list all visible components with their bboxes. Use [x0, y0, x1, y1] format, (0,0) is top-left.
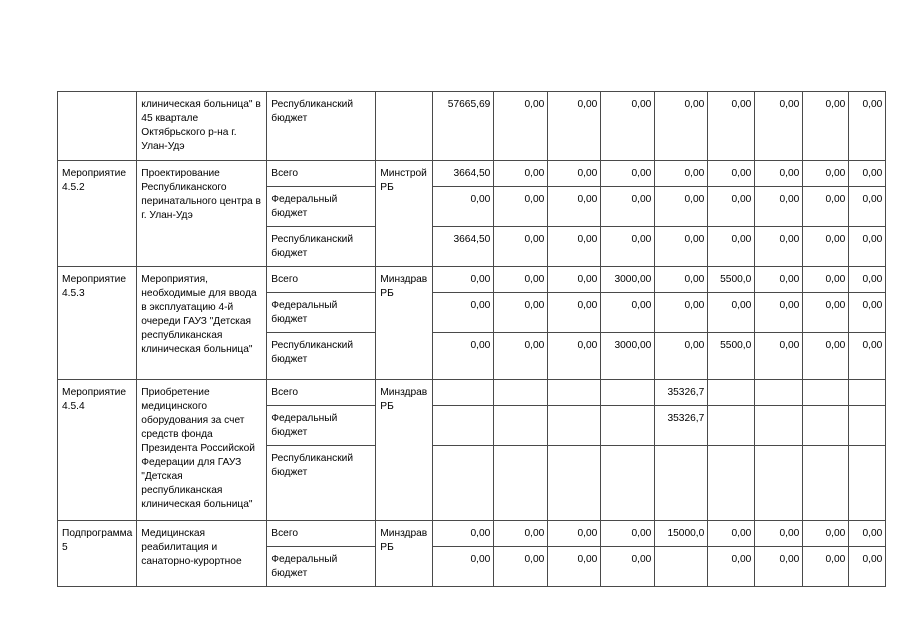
- amount-cell: 0,00: [655, 333, 708, 380]
- measure-code-cell: Мероприятие 4.5.4: [58, 380, 137, 521]
- amount-cell: 0,00: [803, 227, 849, 267]
- amount-cell: [708, 446, 755, 521]
- amount-cell: 0,00: [755, 267, 803, 293]
- amount-cell: 0,00: [433, 293, 494, 333]
- amount-cell: 0,00: [803, 92, 849, 161]
- amount-cell: 0,00: [803, 187, 849, 227]
- amount-cell: 0,00: [494, 92, 548, 161]
- amount-cell: 0,00: [548, 267, 601, 293]
- amount-cell: [849, 406, 886, 446]
- table-row: [58, 161, 886, 187]
- amount-cell: [601, 380, 655, 406]
- amount-cell: 0,00: [601, 547, 655, 587]
- amount-cell: 0,00: [548, 161, 601, 187]
- amount-cell: 0,00: [849, 521, 886, 547]
- measure-code-cell: [58, 92, 137, 161]
- executor-cell: [376, 92, 433, 161]
- amount-cell: 0,00: [803, 161, 849, 187]
- table-row: [58, 521, 886, 547]
- amount-cell: 0,00: [849, 333, 886, 380]
- amount-cell: [849, 380, 886, 406]
- amount-cell: [655, 446, 708, 521]
- amount-cell: [548, 380, 601, 406]
- amount-cell: 0,00: [708, 293, 755, 333]
- amount-cell: 0,00: [803, 293, 849, 333]
- amount-cell: 0,00: [548, 547, 601, 587]
- amount-cell: 0,00: [655, 161, 708, 187]
- amount-cell: [494, 406, 548, 446]
- amount-cell: 0,00: [548, 293, 601, 333]
- amount-cell: 0,00: [433, 333, 494, 380]
- executor-cell: Минздрав РБ: [376, 521, 433, 587]
- measure-name-cell: Приобретение медицинского оборудования за счет средств фонда Президента Российской Федерации для ГАУЗ "Детская республиканская клиническая больница": [137, 380, 267, 521]
- amount-cell: 3664,50: [433, 227, 494, 267]
- amount-cell: 15000,0: [655, 521, 708, 547]
- amount-cell: 0,00: [755, 547, 803, 587]
- amount-cell: [708, 380, 755, 406]
- amount-cell: 0,00: [755, 333, 803, 380]
- amount-cell: 0,00: [433, 521, 494, 547]
- amount-cell: 0,00: [803, 547, 849, 587]
- amount-cell: 0,00: [655, 293, 708, 333]
- amount-cell: 0,00: [494, 187, 548, 227]
- amount-cell: 0,00: [494, 521, 548, 547]
- funding-source-cell: Всего: [267, 380, 376, 406]
- amount-cell: [708, 406, 755, 446]
- amount-cell: 0,00: [601, 161, 655, 187]
- amount-cell: 0,00: [433, 267, 494, 293]
- funding-source-cell: Федеральный бюджет: [267, 293, 376, 333]
- funding-source-cell: Федеральный бюджет: [267, 187, 376, 227]
- amount-cell: 35326,7: [655, 380, 708, 406]
- measure-code-cell: Мероприятие 4.5.3: [58, 267, 137, 380]
- amount-cell: 0,00: [755, 92, 803, 161]
- funding-source-cell: Всего: [267, 267, 376, 293]
- amount-cell: 0,00: [494, 333, 548, 380]
- amount-cell: [548, 446, 601, 521]
- amount-cell: 0,00: [494, 161, 548, 187]
- amount-cell: 0,00: [849, 92, 886, 161]
- amount-cell: 0,00: [601, 227, 655, 267]
- amount-cell: 35326,7: [655, 406, 708, 446]
- amount-cell: 0,00: [755, 521, 803, 547]
- amount-cell: 0,00: [849, 161, 886, 187]
- amount-cell: 0,00: [803, 333, 849, 380]
- amount-cell: 0,00: [433, 547, 494, 587]
- budget-table: [57, 91, 886, 587]
- amount-cell: 0,00: [849, 547, 886, 587]
- amount-cell: 0,00: [601, 521, 655, 547]
- amount-cell: [755, 446, 803, 521]
- amount-cell: [849, 446, 886, 521]
- table-row: [58, 92, 886, 161]
- amount-cell: 0,00: [601, 293, 655, 333]
- amount-cell: [755, 406, 803, 446]
- amount-cell: [803, 446, 849, 521]
- measure-code-cell: Подпрограмма 5: [58, 521, 137, 587]
- amount-cell: 0,00: [849, 187, 886, 227]
- executor-cell: Минздрав РБ: [376, 380, 433, 521]
- funding-source-cell: Федеральный бюджет: [267, 406, 376, 446]
- amount-cell: 0,00: [708, 227, 755, 267]
- amount-cell: 0,00: [708, 547, 755, 587]
- amount-cell: 0,00: [655, 267, 708, 293]
- amount-cell: [433, 406, 494, 446]
- amount-cell: [433, 446, 494, 521]
- amount-cell: 3664,50: [433, 161, 494, 187]
- amount-cell: [601, 406, 655, 446]
- amount-cell: 0,00: [708, 161, 755, 187]
- table-row: [58, 380, 886, 406]
- amount-cell: 0,00: [849, 227, 886, 267]
- amount-cell: 0,00: [655, 92, 708, 161]
- amount-cell: [494, 446, 548, 521]
- funding-source-cell: Республиканский бюджет: [267, 227, 376, 267]
- amount-cell: 0,00: [803, 267, 849, 293]
- amount-cell: [755, 380, 803, 406]
- amount-cell: 0,00: [708, 521, 755, 547]
- measure-code-cell: Мероприятие 4.5.2: [58, 161, 137, 267]
- amount-cell: 0,00: [755, 227, 803, 267]
- amount-cell: 0,00: [548, 187, 601, 227]
- amount-cell: 0,00: [755, 293, 803, 333]
- amount-cell: 0,00: [433, 187, 494, 227]
- amount-cell: [433, 380, 494, 406]
- amount-cell: 5500,0: [708, 267, 755, 293]
- amount-cell: 0,00: [548, 92, 601, 161]
- amount-cell: 3000,00: [601, 267, 655, 293]
- funding-source-cell: Республиканский бюджет: [267, 446, 376, 521]
- measure-name-cell: клиническая больница" в 45 квартале Октябрьского р-на г. Улан-Удэ: [137, 92, 267, 161]
- amount-cell: 0,00: [849, 293, 886, 333]
- amount-cell: 0,00: [755, 161, 803, 187]
- amount-cell: [803, 406, 849, 446]
- amount-cell: 0,00: [548, 333, 601, 380]
- funding-source-cell: Республиканский бюджет: [267, 333, 376, 380]
- amount-cell: [655, 547, 708, 587]
- amount-cell: [494, 380, 548, 406]
- amount-cell: 3000,00: [601, 333, 655, 380]
- table-row: [58, 267, 886, 293]
- executor-cell: Минстрой РБ: [376, 161, 433, 267]
- amount-cell: 0,00: [601, 92, 655, 161]
- amount-cell: 57665,69: [433, 92, 494, 161]
- amount-cell: [803, 380, 849, 406]
- amount-cell: 0,00: [548, 227, 601, 267]
- funding-source-cell: Республиканский бюджет: [267, 92, 376, 161]
- amount-cell: 0,00: [803, 521, 849, 547]
- measure-name-cell: Мероприятия, необходимые для ввода в эксплуатацию 4-й очереди ГАУЗ "Детская республиканская клиническая больница": [137, 267, 267, 380]
- amount-cell: 0,00: [708, 187, 755, 227]
- amount-cell: 0,00: [655, 227, 708, 267]
- funding-source-cell: Всего: [267, 521, 376, 547]
- amount-cell: 0,00: [494, 547, 548, 587]
- amount-cell: [601, 446, 655, 521]
- funding-source-cell: Федеральный бюджет: [267, 547, 376, 587]
- amount-cell: 0,00: [494, 227, 548, 267]
- amount-cell: [548, 406, 601, 446]
- amount-cell: 0,00: [755, 187, 803, 227]
- amount-cell: 5500,0: [708, 333, 755, 380]
- amount-cell: 0,00: [494, 267, 548, 293]
- measure-name-cell: Медицинская реабилитация и санаторно-курортное: [137, 521, 267, 587]
- funding-source-cell: Всего: [267, 161, 376, 187]
- amount-cell: 0,00: [655, 187, 708, 227]
- executor-cell: Минздрав РБ: [376, 267, 433, 380]
- amount-cell: 0,00: [849, 267, 886, 293]
- amount-cell: 0,00: [548, 521, 601, 547]
- amount-cell: 0,00: [708, 92, 755, 161]
- amount-cell: 0,00: [601, 187, 655, 227]
- measure-name-cell: Проектирование Республиканского перинатального центра в г. Улан-Удэ: [137, 161, 267, 267]
- amount-cell: 0,00: [494, 293, 548, 333]
